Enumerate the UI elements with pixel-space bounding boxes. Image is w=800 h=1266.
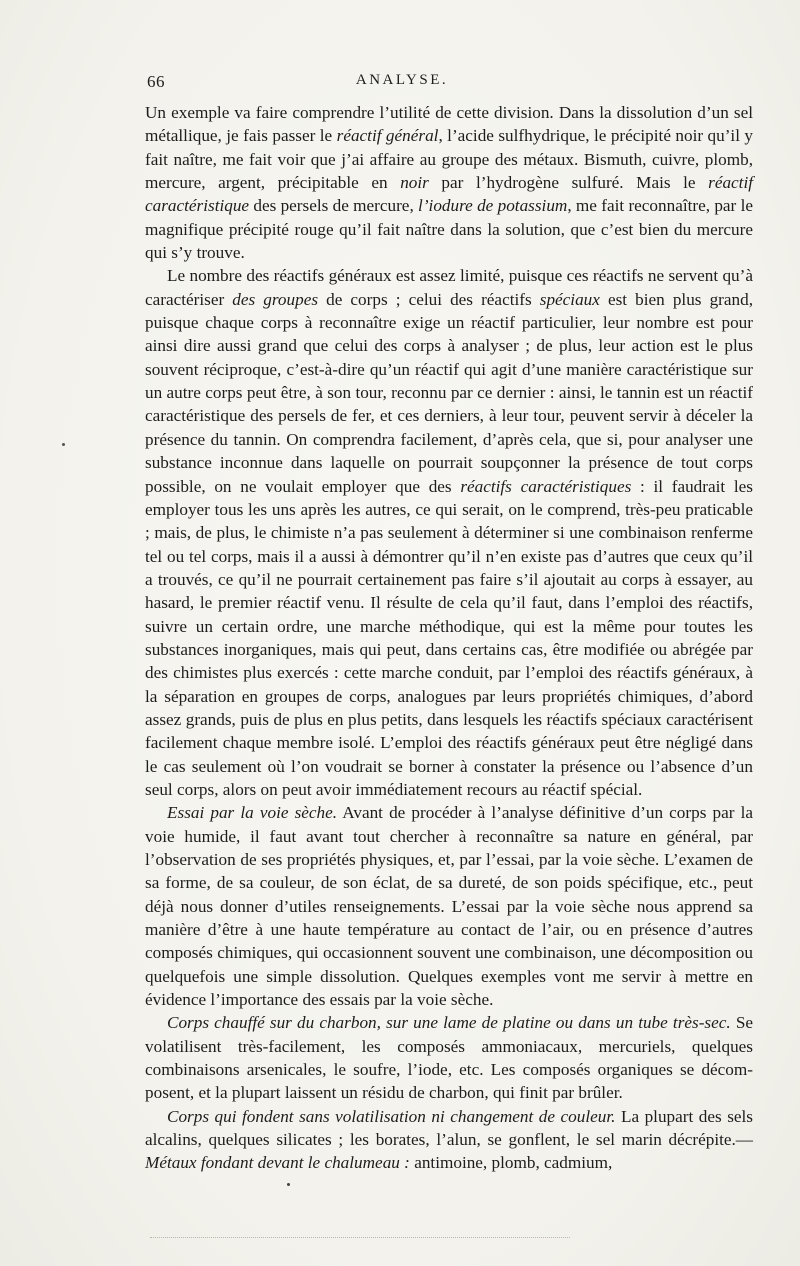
paragraph [145, 1011, 753, 1104]
italic-text: spéciaux [539, 289, 600, 309]
italic-text: l’iodure de potassium [418, 196, 568, 216]
text-run: : il faudrait les employer tous les uns après les autres, ce qui serait, on le comprend, très-peu praticable ; mais, de plus, le chimiste n’a pas seulement à déterminer si une combinaison renferme tel ou tel corps, mais il a aussi à démontrer qu’il n’en existe pas d’autres que ceux qu’il a trouvés, ce qu’il ne pourrait certainement pas faire s’il ajoutait au corps à essayer, au hasard, le premier réactif venu. Il résulte de cela qu’il faut, dans l’emploi des réactifs, suivre un certain ordre, une marche méthodique, qui est la même pour toutes les substances inorganiques, mais qui peut, dans certains cas, être modifiée ou abrégée par des chimistes plus exercés : cette marche conduit, par l’emploi des réactifs généraux, à la séparation en groupes de corps, analogues par leurs propriétés chimiques, d’abord assez grands, puis de plus en plus petits, dans lesquels les réactifs spéciaux caractérisent facilement chaque membre isolé. L’emploi des réactifs généraux peut être négligé dans le cas seulement où l’on voudrait se borner à constater la présence ou l’absence d’un seul corps, alors on peut avoir immédiatement recours au réactif spécial. [145, 476, 753, 799]
text-run: est bien plus grand, puisque chaque corps à reconnaître exige un réactif particulier, leur nombre est pour ainsi dire aussi grand que celui des corps à analyser ; de plus, leur action est le plus souvent réciproque, c’est-à-dire qu’un réactif qui agit d’une manière caractéristique sur un autre corps peut être, à son tour, reconnu par ce dernier : ainsi, le tannin est un réactif caractéristique des persels de fer, et ces derniers, à leur tour, peuvent servir à déceler la présence du tannin. On comprendra facilement, d’après cela, que si, pour analyser une substance inconnue dans laquelle on pourrait soupçonner la présence de tout corps possible, on ne voulait employer que des [145, 289, 753, 496]
italic-text: réactif caractéristique [145, 173, 753, 216]
italic-text: Essai par la voie sèche. [167, 803, 338, 823]
italic-text: noir [400, 173, 429, 193]
paragraph [145, 1105, 753, 1175]
text-run: par l’hydrogène sulfuré. Mais le [428, 173, 709, 193]
italic-text: Métaux fondant devant le chalumeau : [145, 1153, 410, 1173]
paragraph [145, 801, 753, 1011]
italic-text: réactif général [336, 126, 439, 146]
text-run: , l’acide sulfhydrique, le précipité noir qu’il y fait naître, me fait voir que j’ai affaire au groupe des métaux. Bismuth, cuivre, plomb, mercure, argent, précipitable en [145, 126, 754, 193]
bottom-bleed-through [150, 1237, 570, 1238]
margin-speck [62, 443, 65, 446]
text-run: des persels de mercure, [249, 196, 419, 216]
running-title: ANALYSE. [355, 72, 449, 88]
italic-text: Corps chauffé sur du charbon, sur une lame de platine ou dans un tube très-sec. [167, 1013, 731, 1033]
text-run: La plupart des sels alcalins, quelques silicates ; les borates, l’alun, se gonflent, le sel marin décrépite.— [145, 1106, 753, 1150]
paragraph [145, 101, 753, 264]
italic-text: des groupes [232, 289, 319, 309]
page-number: 66 [147, 72, 165, 91]
text-run: , me fait reconnaître, par le magnifique précipité rouge qu’il fait naître dans la solution, que c’est bien du mercure qui s’y trouve. [145, 196, 753, 263]
text-run: Avant de procéder à l’analyse définitive d’un corps par la voie humide, il faut avant tout chercher à reconnaître sa nature en général, par l’observation de ses propriétés physiques, et, par l’essai, par la voie sèche. L’examen de sa forme, de sa couleur, de son éclat, de sa dureté, de son poids spécifique, etc., peut déjà nous donner d’utiles renseignements. L’essai par la voie sèche nous apprend sa manière d’être à une haute température au contact de l’air, ou en présence d’autres composés chimiques, qui occasionnent souvent une combinaison, une décomposition ou quelquefois une simple dissolution. Quelques exemples vont me servir à mettre en évidence l’importance des essais par la voie sèche. [145, 803, 753, 1010]
text-run: Se volatilisent très-facilement, les composés ammoniacaux, mercuriels, quelques combinaisons arsenicales, le soufre, l’iode, etc. Les composés organiques se décomposent, et la plupart laissent un résidu de charbon, qui finit par brûler. [145, 1013, 753, 1103]
text-run: de corps ; celui des réactifs [318, 289, 540, 309]
text-run: antimoine, plomb, cadmium, [409, 1153, 613, 1173]
body-text [145, 101, 753, 1175]
italic-text: Corps qui fondent sans volatilisation ni changement de couleur. [167, 1106, 616, 1126]
text-run: Un exemple va faire comprendre l’utilité de cette division. Dans la dissolution d’un sel métallique, je fais passer le [145, 103, 753, 146]
page-header [147, 72, 747, 96]
text-run: Le nombre des réactifs généraux est assez limité, puisque ces réactifs ne servent qu’à caractériser [145, 266, 753, 309]
paragraph [145, 264, 753, 801]
italic-text: réactifs caractéristiques [460, 476, 632, 496]
ink-dot [287, 1183, 290, 1186]
